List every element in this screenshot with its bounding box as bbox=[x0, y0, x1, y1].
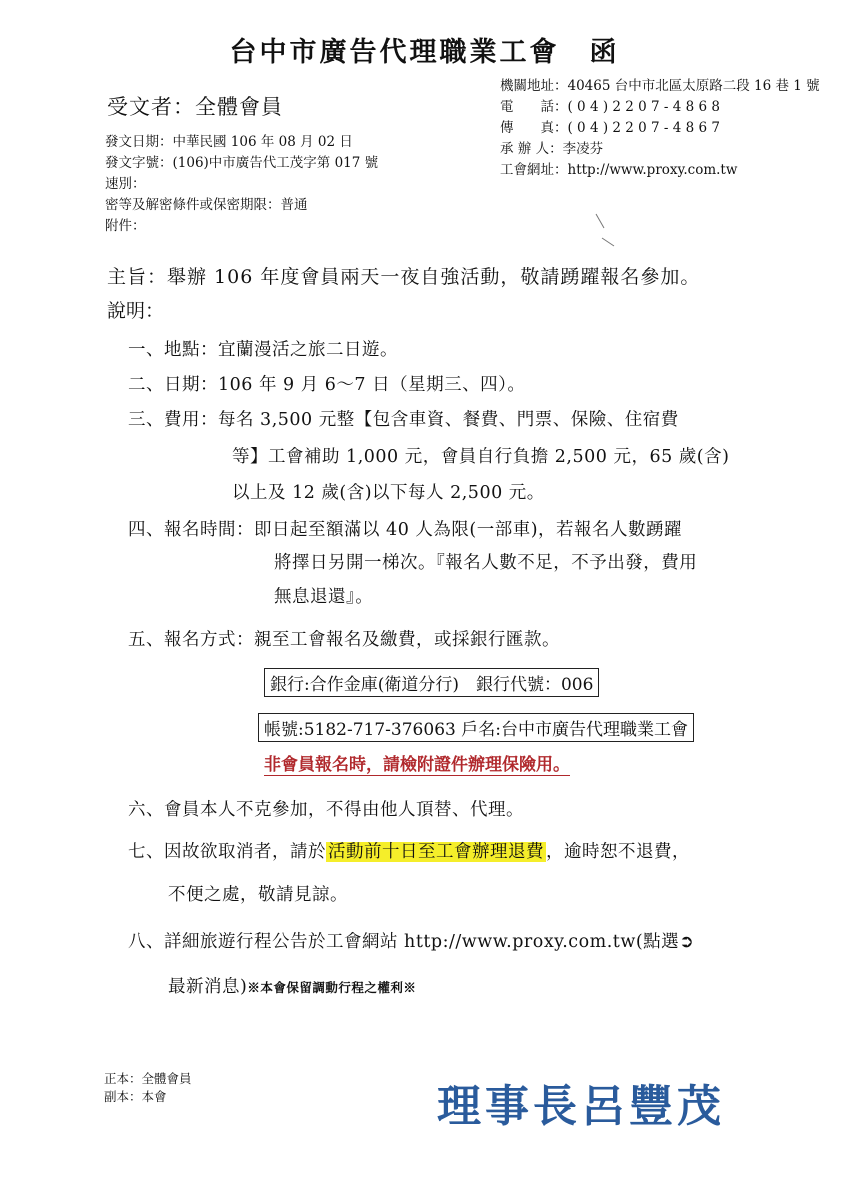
contact-person: 承 辦 人：李凌芬 bbox=[500, 141, 604, 157]
contact-info bbox=[500, 76, 820, 181]
item-registration-time-line1: 四、報名時間：即日起至額滿以 40 人為限(一部車)，若報名人數踴躍 bbox=[128, 520, 683, 540]
original-copy: 正本：全體會員 bbox=[104, 1071, 192, 1086]
item-fee-line1: 三、費用：每名 3,500 元整【包含車資、餐費、門票、保險、住宿費 bbox=[128, 410, 679, 430]
scan-mark bbox=[590, 212, 630, 252]
item-date: 二、日期：106 年 9 月 6～7 日（星期三、四）。 bbox=[128, 375, 526, 395]
item-location: 一、地點：宜蘭漫活之旅二日遊。 bbox=[128, 340, 398, 360]
copies bbox=[104, 1070, 192, 1106]
cancellation-highlight: 活動前十日至工會辦理退費 bbox=[328, 842, 544, 862]
cancellation-text-start: 七、因故欲取消者，請於 bbox=[128, 842, 326, 862]
itinerary-rights-note: ※本會保留調動行程之權利※ bbox=[247, 980, 417, 995]
urgency: 速別： bbox=[105, 176, 146, 192]
duplicate-copy: 副本：本會 bbox=[104, 1089, 167, 1104]
account-info-box: 帳號:5182-717-376063 戶名:台中市廣告代理職業工會 bbox=[258, 713, 694, 742]
website: 工會網址：http://www.proxy.com.tw bbox=[500, 162, 738, 178]
item-registration-method: 五、報名方式：親至工會報名及繳費，或採銀行匯款。 bbox=[128, 630, 560, 650]
phone: 電 話：( 0 4 ) 2 2 0 7 - 4 8 6 8 bbox=[500, 99, 720, 115]
attachments: 附件： bbox=[105, 218, 146, 234]
subject: 主旨：舉辦 106 年度會員兩天一夜自強活動，敬請踴躍報名參加。 bbox=[107, 266, 701, 288]
non-member-warning: 非會員報名時，請檢附證件辦理保險用。 bbox=[264, 755, 570, 775]
address: 機關地址：40465 台中市北區太原路二段 16 巷 1 號 bbox=[500, 78, 820, 94]
item-fee-line3: 以上及 12 歲(含)以下每人 2,500 元。 bbox=[232, 483, 545, 503]
fax: 傳 真：( 0 4 ) 2 2 0 7 - 4 8 6 7 bbox=[500, 120, 720, 136]
issue-date: 發文日期：中華民國 106 年 08 月 02 日 bbox=[105, 134, 353, 150]
chairman-signature-stamp: 理事長呂豐茂 bbox=[437, 1081, 725, 1132]
itinerary-news: 最新消息) bbox=[168, 977, 248, 997]
issue-number: 發文字號：(106)中市廣告代工茂字第 017 號 bbox=[105, 155, 379, 171]
explanation-label: 說明： bbox=[107, 300, 165, 322]
document-title: 台中市廣告代理職業工會 函 bbox=[229, 37, 620, 68]
confidentiality: 密等及解密條件或保密期限：普通 bbox=[105, 197, 308, 213]
cancellation-text-end: ，逾時恕不退費， bbox=[546, 842, 690, 862]
bank-info-box: 銀行:合作金庫(衛道分行) 銀行代號：006 bbox=[264, 668, 599, 697]
item-registration-time-line3: 無息退還』。 bbox=[274, 587, 374, 607]
recipient: 受文者：全體會員 bbox=[107, 95, 283, 119]
item-registration-time-line2: 將擇日另開一梯次。『報名人數不足，不予出發，費用 bbox=[274, 553, 698, 573]
item-cancellation-line2: 不便之處，敬請見諒。 bbox=[168, 885, 348, 905]
issue-info bbox=[105, 132, 378, 237]
item-itinerary-line2 bbox=[168, 973, 416, 998]
item-substitution: 六、會員本人不克參加，不得由他人頂替、代理。 bbox=[128, 800, 524, 820]
item-fee-line2: 等】工會補助 1,000 元，會員自行負擔 2,500 元，65 歲(含) bbox=[232, 447, 730, 467]
item-itinerary-line1: 八、詳細旅遊行程公告於工會網站 http://www.proxy.com.tw(點選➲ bbox=[128, 932, 695, 952]
item-cancellation-line1 bbox=[128, 838, 690, 863]
